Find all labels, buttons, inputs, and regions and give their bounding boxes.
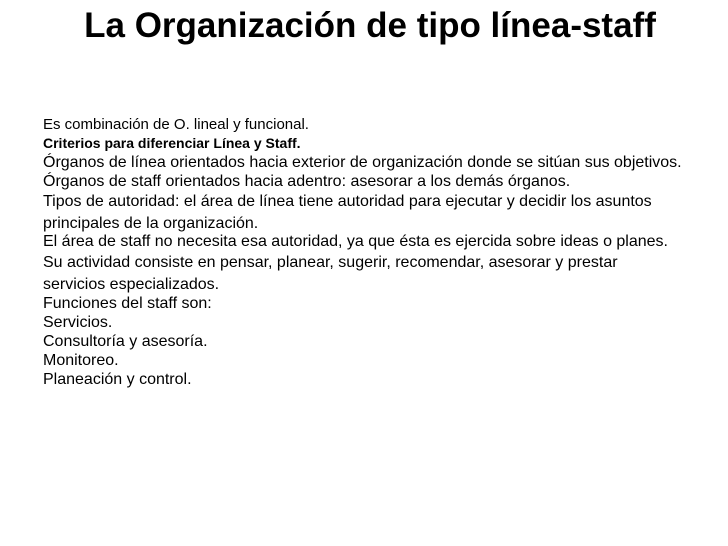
body-line-staff-functions: Funciones del staff son: (43, 295, 212, 312)
body-line-combination: Es combinación de O. lineal y funcional. (43, 116, 309, 133)
body-line-line-organs: Órganos de línea orientados hacia exterior de organización donde se sitúan sus objetivos. (43, 154, 682, 171)
body-line-staff-organs: Órganos de staff orientados hacia adentro: asesorar a los demás órganos. (43, 173, 571, 190)
body-line-criteria: Criterios para diferenciar Línea y Staff. (43, 135, 301, 151)
body-line-consulting: Consultoría y asesoría. (43, 333, 208, 350)
body-line-services: Servicios. (43, 314, 113, 331)
body-line-specialized-services: servicios especializados. (43, 276, 220, 293)
body-line-principal-matters: principales de la organización. (43, 215, 259, 232)
body-line-authority-types: Tipos de autoridad: el área de línea tiene autoridad para ejecutar y decidir los asuntos (43, 193, 652, 210)
body-line-planning-control: Planeación y control. (43, 371, 192, 388)
body-line-monitoring: Monitoreo. (43, 352, 119, 369)
slide-title: La Organización de tipo línea-staff (84, 6, 656, 45)
slide-body (43, 117, 683, 389)
body-line-staff-activity: Su actividad consiste en pensar, planear, sugerir, recomendar, asesorar y prestar (43, 254, 618, 271)
body-line-staff-authority: El área de staff no necesita esa autoridad, ya que ésta es ejercida sobre ideas o planes. (43, 233, 668, 250)
